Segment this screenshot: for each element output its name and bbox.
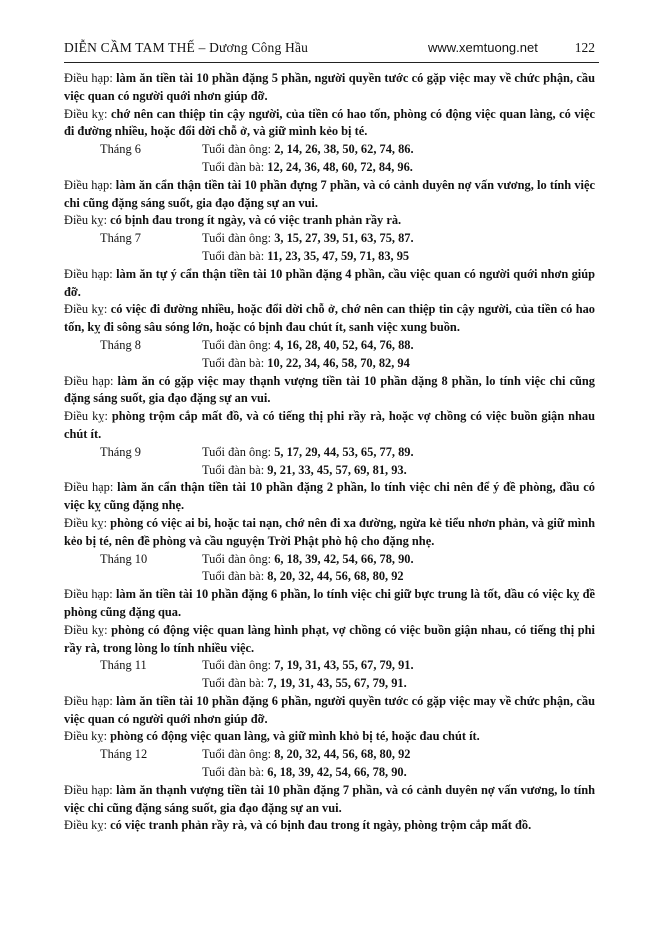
female-row [64,159,595,177]
dieu-ky-label: Điều kỵ: [64,515,108,530]
female-ages [202,675,407,693]
page-header [64,40,599,63]
dieu-hap-label: Điều hạp: [64,177,113,192]
dieu-hap-label: Điều hạp: [64,373,114,388]
female-ages-values: 11, 23, 35, 47, 59, 71, 83, 95 [264,248,410,263]
female-ages-label: Tuổi đàn bà: [202,462,265,477]
dieu-ky-text: chớ nên can thiệp tin cậy người, của tiền có hao tốn, phòng có động việc quan làng, có việc đi đường nhiều, hoặc đổi dời chỗ ở, và giữ mình kẻo bị té. [64,106,595,139]
female-ages-values: 10, 22, 34, 46, 58, 70, 82, 94 [264,355,410,370]
female-ages [202,355,410,373]
dieu-ky-text: có việc tranh phản rầy rà, và có bịnh đau trong ít ngày, phòng trộm cắp mất đồ. [107,818,532,833]
female-ages-values: 9, 21, 33, 45, 57, 69, 81, 93. [264,462,407,477]
page-number: 122 [574,40,595,55]
dieu-ky-label: Điều kỵ: [64,213,108,228]
female-row [64,248,595,266]
dieu-ky-paragraph [64,817,595,835]
female-ages [202,248,409,266]
male-ages [202,551,414,569]
month-row [64,230,595,248]
dieu-hap-label: Điều hạp: [64,480,114,495]
dieu-hap-paragraph [64,586,595,622]
male-ages-values: 2, 14, 26, 38, 50, 62, 74, 86. [271,142,414,157]
dieu-ky-label: Điều kỵ: [64,409,108,424]
male-ages-label: Tuổi đàn ông: [202,444,272,459]
dieu-hap-text: làm ăn tự ý cẩn thận tiền tài 10 phần đặng 4 phần, cầu việc quan có người quới nhơn giúp đỡ. [64,266,595,299]
month-label: Tháng 8 [100,337,141,352]
dieu-hap-label: Điều hạp: [64,266,113,281]
dieu-hap-paragraph [64,70,595,106]
female-ages-label: Tuổi đàn bà: [202,676,265,691]
female-row [64,568,595,586]
male-ages-values: 6, 18, 39, 42, 54, 66, 78, 90. [271,551,414,566]
dieu-ky-label: Điều kỵ: [64,302,108,317]
dieu-ky-text: có việc đi đường nhiều, hoặc đổi dời chỗ ở, chớ nên can thiệp tin cậy người, của tiền có hao tốn, kỵ đi sông sâu sóng lớn, hoặc có bịnh đau chút ít, sanh việc xung buồn. [64,302,595,335]
dieu-hap-text: làm ăn tiền tài 10 phần đặng 6 phần, lo tính việc chi giữ bực trung là tốt, dầu có việc kỵ đề phòng cũng đặng qua. [64,587,595,619]
dieu-hap-paragraph [64,177,595,213]
male-ages [202,746,411,764]
month-row [64,551,595,569]
dieu-ky-text: có bịnh đau trong ít ngày, và có việc tranh phản rầy rà. [107,213,402,228]
female-ages-label: Tuổi đàn bà: [202,159,265,174]
dieu-hap-text: làm ăn tiền tài 10 phần đặng 5 phần, người quyền tước có gặp việc may về chức phận, cầu việc quan có người quới nhơn giúp đỡ. [64,71,595,103]
website-url[interactable]: www.xemtuong.net [428,40,538,55]
dieu-hap-label: Điều hạp: [64,587,113,602]
male-ages [202,337,414,355]
female-row [64,462,595,480]
dieu-ky-paragraph [64,728,595,746]
month-row [64,141,595,159]
dieu-ky-text: phòng trộm cắp mất đồ, và có tiếng thị phi rầy rà, hoặc vợ chồng có việc buồn giận nhau chút ít. [64,409,595,441]
month-label: Tháng 6 [100,142,141,157]
month-row [64,657,595,675]
month-label: Tháng 12 [100,747,148,762]
dieu-hap-paragraph [64,479,595,515]
dieu-ky-paragraph [64,106,595,142]
page-content [64,70,595,835]
male-ages [202,657,414,675]
male-ages-label: Tuổi đàn ông: [202,551,272,566]
dieu-hap-text: làm ăn cẩn thận tiền tài 10 phần đựng 7 phần, và có cảnh duyên nợ vấn vương, lo tính việc chi cũng đặng sáng suốt, gia đạo đặng sự an vui. [64,177,595,210]
dieu-ky-paragraph [64,301,595,337]
month-label: Tháng 10 [100,551,148,566]
dieu-hap-text: làm ăn có gặp việc may thạnh vượng tiền tài 10 phần dặng 8 phần, lo tính việc chi cũng đặng sáng suốt, gia đạo đặng sự an vui. [64,373,595,406]
male-ages [202,444,414,462]
dieu-ky-paragraph [64,622,595,658]
month-label: Tháng 9 [100,444,141,459]
dieu-ky-text: phòng có việc ai bi, hoặc tai nạn, chớ nên đi xa đường, ngừa kẻ tiểu nhơn phản, và giữ mình kẻo bị té, nên đề phòng và cầu nguyện Trời Phật phò hộ cho đặng nhẹ. [64,515,595,548]
dieu-ky-label: Điều kỵ: [64,106,108,121]
dieu-ky-paragraph [64,408,595,444]
female-ages-label: Tuổi đàn bà: [202,355,265,370]
male-ages [202,230,414,248]
dieu-ky-label: Điều kỵ: [64,818,108,833]
dieu-ky-label: Điều kỵ: [64,729,108,744]
dieu-hap-paragraph [64,693,595,729]
female-row [64,355,595,373]
male-ages-label: Tuổi đàn ông: [202,658,272,673]
month-label: Tháng 11 [100,658,147,673]
dieu-ky-paragraph [64,212,595,230]
dieu-hap-paragraph [64,782,595,818]
female-ages [202,159,413,177]
female-row [64,675,595,693]
month-label: Tháng 7 [100,231,141,246]
dieu-hap-label: Điều hạp: [64,782,113,797]
dieu-ky-text: phòng có động việc quan làng hình phạt, vợ chồng có việc buồn giận nhau, có tiếng thị phi rầy rà, trong lòng lo tính nhiều việc. [64,622,595,655]
dieu-hap-paragraph [64,266,595,302]
month-row [64,746,595,764]
female-ages-label: Tuổi đàn bà: [202,765,265,780]
male-ages-values: 8, 20, 32, 44, 56, 68, 80, 92 [271,747,411,762]
male-ages-values: 7, 19, 31, 43, 55, 67, 79, 91. [271,658,414,673]
book-title: DIỄN CẦM TAM THẾ – Dương Công Hầu [64,40,309,55]
female-ages-label: Tuổi đàn bà: [202,248,265,263]
female-ages-values: 8, 20, 32, 44, 56, 68, 80, 92 [264,569,404,584]
male-ages [202,141,414,159]
female-ages [202,568,404,586]
dieu-ky-text: phòng có động việc quan làng, và giữ mình khỏ bị té, hoặc đau chút ít. [107,729,480,744]
month-row [64,444,595,462]
month-row [64,337,595,355]
female-ages [202,462,407,480]
dieu-hap-label: Điều hạp: [64,71,113,85]
male-ages-label: Tuổi đàn ông: [202,747,272,762]
female-ages-values: 12, 24, 36, 48, 60, 72, 84, 96. [264,159,413,174]
dieu-hap-paragraph [64,373,595,409]
male-ages-label: Tuổi đàn ông: [202,337,272,352]
dieu-hap-text: làm ăn thạnh vượng tiền tài 10 phần đặng 7 phần, và có cảnh duyên nợ vấn vương, lo tính việc chi cũng đặng sáng suốt, gia đạo đặng sự an vui. [64,782,595,815]
dieu-ky-paragraph [64,515,595,551]
male-ages-label: Tuổi đàn ông: [202,231,272,246]
female-ages [202,764,407,782]
female-ages-values: 7, 19, 31, 43, 55, 67, 79, 91. [264,676,407,691]
male-ages-label: Tuổi đàn ông: [202,142,272,157]
male-ages-values: 5, 17, 29, 44, 53, 65, 77, 89. [271,444,414,459]
female-ages-label: Tuổi đàn bà: [202,569,265,584]
female-ages-values: 6, 18, 39, 42, 54, 66, 78, 90. [264,765,407,780]
female-row [64,764,595,782]
male-ages-values: 3, 15, 27, 39, 51, 63, 75, 87. [271,231,414,246]
dieu-hap-text: làm ăn cẩn thận tiền tài 10 phần đặng 2 phần, lo tính việc chi nên để ý đề phòng, đầu có việc kỵ cũng đặng nhẹ. [64,480,595,513]
dieu-hap-label: Điều hạp: [64,693,113,708]
dieu-hap-text: làm ăn tiền tài 10 phần đặng 6 phần, người quyền tước có gặp việc may về chức phận, cầu việc quan có người quới nhơn giúp đỡ. [64,693,595,726]
male-ages-values: 4, 16, 28, 40, 52, 64, 76, 88. [271,337,414,352]
dieu-ky-label: Điều kỵ: [64,622,108,637]
